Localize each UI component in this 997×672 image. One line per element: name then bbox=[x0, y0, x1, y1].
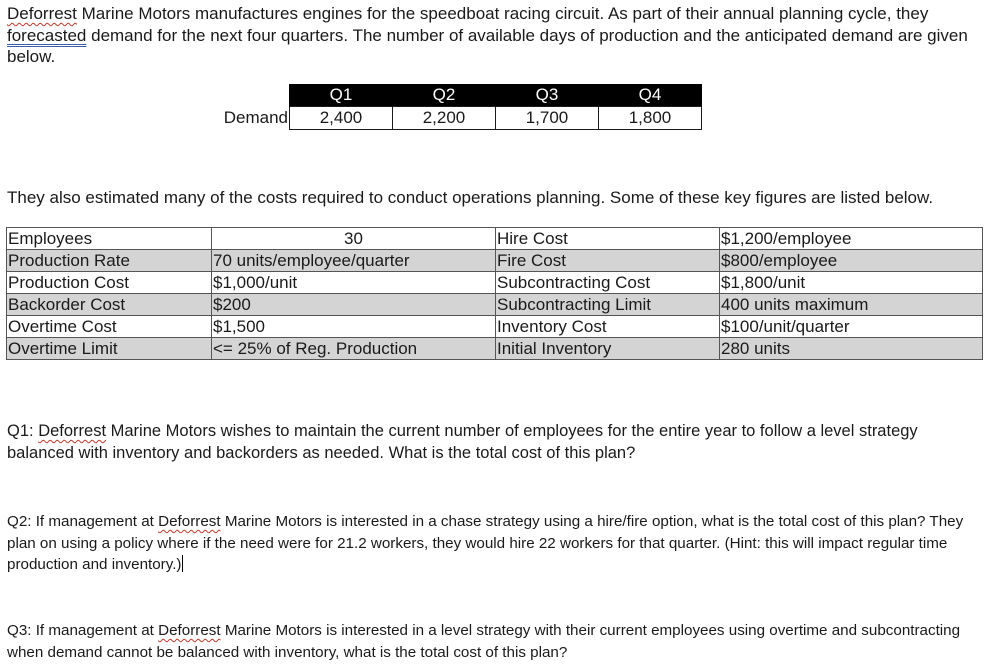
table-row: Overtime Cost $1,500 Inventory Cost $100/unit/quarter bbox=[7, 316, 983, 338]
forecasted-word: forecasted bbox=[7, 25, 87, 45]
intro-paragraph: Deforrest Marine Motors manufactures engines for the speedboat racing circuit. As part of their annual planning cycle, they forecasted demand for the next four quarters. The number of available days of production and the anticipated demand are given below. bbox=[7, 4, 968, 66]
company-name: Deforrest bbox=[158, 513, 221, 530]
demand-value: 2,400 bbox=[290, 107, 393, 130]
quarter-header: Q4 bbox=[599, 84, 702, 107]
demand-header-row bbox=[218, 84, 702, 107]
quarter-header: Q1 bbox=[290, 84, 393, 107]
table-row: Production Cost $1,000/unit Subcontracting Cost $1,800/unit bbox=[7, 272, 983, 294]
company-name: Deforrest bbox=[158, 622, 221, 639]
demand-value: 1,700 bbox=[496, 107, 599, 130]
table-row: Production Rate 70 units/employee/quarter Fire Cost $800/employee bbox=[7, 250, 983, 272]
demand-row-label: Demand bbox=[223, 108, 288, 127]
table-row: Backorder Cost $200 Subcontracting Limit 400 units maximum bbox=[7, 294, 983, 316]
costs-intro: They also estimated many of the costs required to conduct operations planning. Some of these key figures are listed below. bbox=[7, 188, 934, 207]
text-cursor bbox=[182, 555, 183, 572]
cost-table bbox=[6, 227, 983, 360]
company-name: Deforrest bbox=[7, 4, 77, 23]
quarter-header: Q2 bbox=[393, 84, 496, 107]
demand-value: 1,800 bbox=[599, 107, 702, 130]
table-row: Overtime Limit <= 25% of Reg. Production Initial Inventory 280 units bbox=[7, 338, 983, 360]
table-row: Employees 30 Hire Cost $1,200/employee bbox=[7, 228, 983, 250]
question-2[interactable]: Q2: If management at Deforrest Marine Motors is interested in a chase strategy using a hire/fire option, what is the total cost of this plan? They plan on using a policy where if the need were for 21.2 workers, they would hire 22 workers for that quarter. (Hint: this will impact regular time production and inventory.) bbox=[7, 513, 964, 573]
question-1: Q1: Deforrest Marine Motors wishes to maintain the current number of employees for the entire year to follow a level strategy balanced with inventory and backorders as needed. What is the total cost of this plan? bbox=[7, 422, 918, 462]
quarter-header: Q3 bbox=[496, 84, 599, 107]
question-3: Q3: If management at Deforrest Marine Motors is interested in a level strategy with their current employees using overtime and subcontracting when demand cannot be balanced with inventory, what is the total cost of this plan? bbox=[7, 622, 961, 661]
demand-table bbox=[218, 84, 702, 130]
company-name: Deforrest bbox=[38, 422, 107, 440]
demand-values-row bbox=[218, 107, 702, 130]
demand-value: 2,200 bbox=[393, 107, 496, 130]
